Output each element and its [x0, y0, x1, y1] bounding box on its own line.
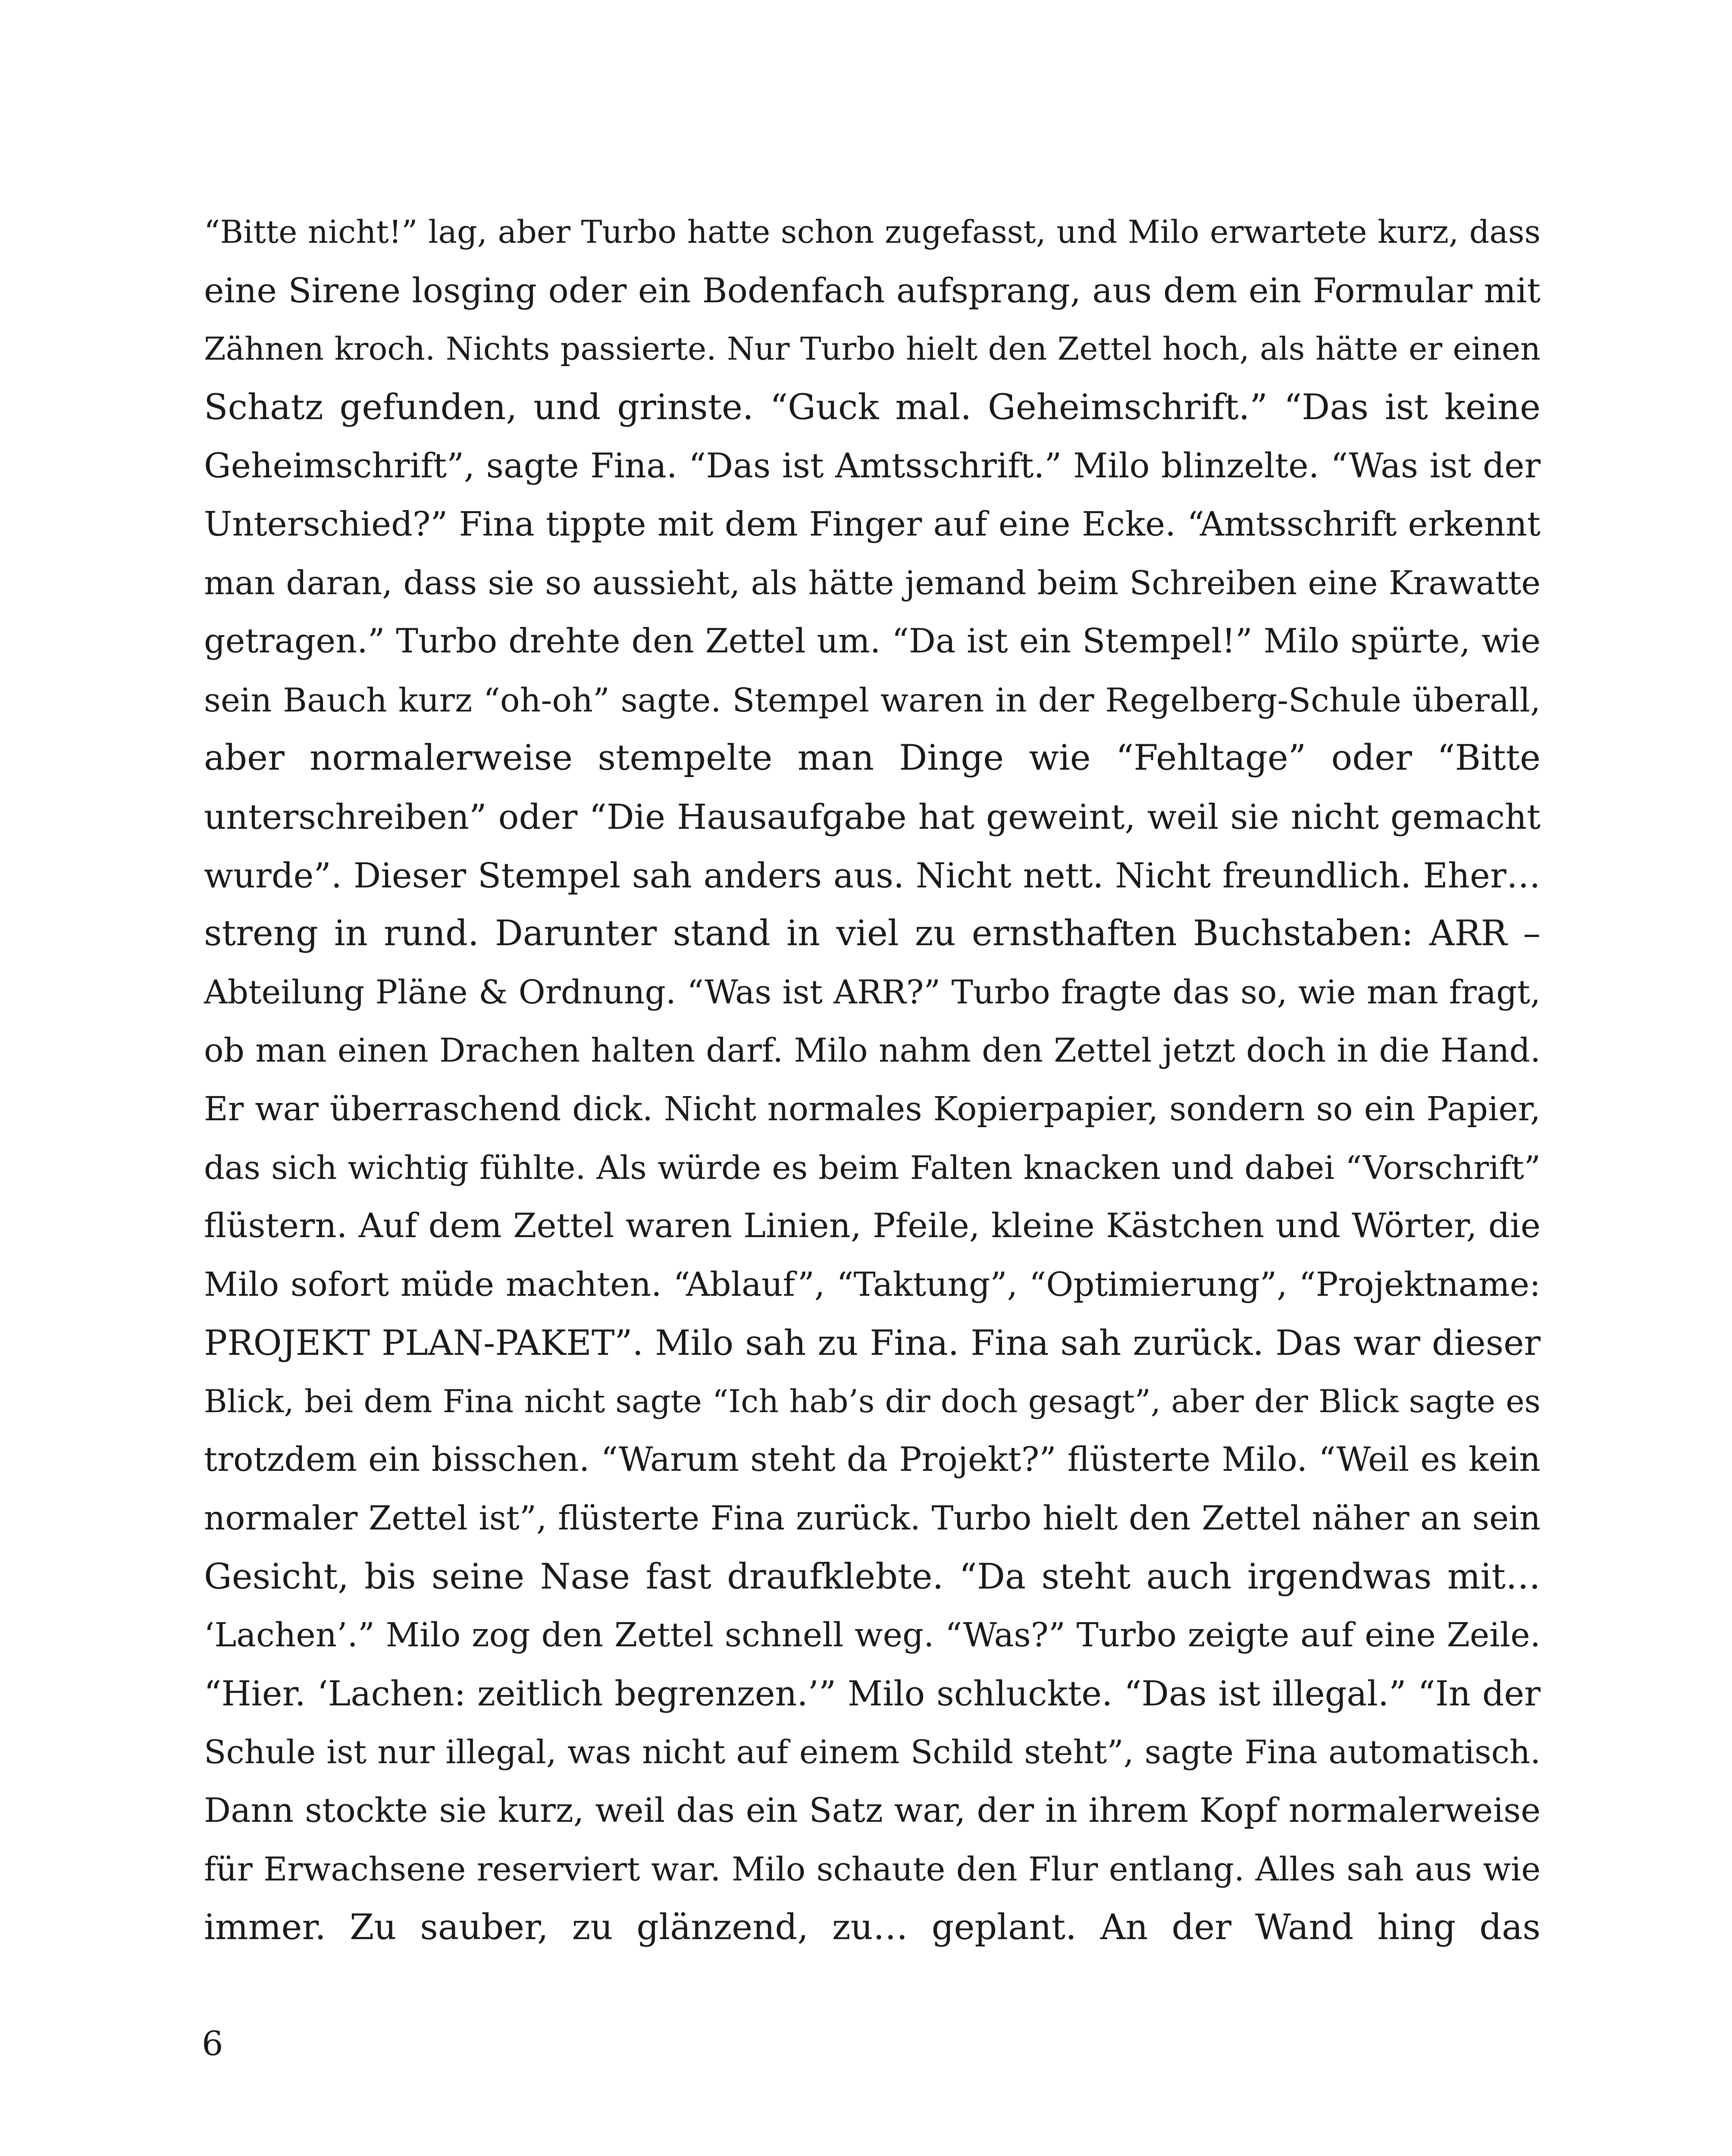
text-line: Dann stockte sie kurz, weil das ein Satz war, der in ihrem Kopf normalerweise: [204, 1791, 1541, 1830]
text-line: Schule ist nur illegal, was nicht auf einem Schild steht”, sagte Fina automatisch.: [204, 1733, 1541, 1771]
text-line: “Bitte nicht!” lag, aber Turbo hatte schon zugefasst, und Milo erwartete kurz, dass: [204, 214, 1541, 251]
text-line: normaler Zettel ist”, flüsterte Fina zurück. Turbo hielt den Zettel näher an sein: [204, 1499, 1541, 1538]
text-line: getragen.” Turbo drehte den Zettel um. “Da ist ein Stempel!” Milo spürte, wie: [204, 622, 1541, 661]
text-line: trotzdem ein bisschen. “Warum steht da Projekt?” flüsterte Milo. “Weil es kein: [204, 1440, 1541, 1479]
text-line: ‘Lachen’.” Milo zog den Zettel schnell weg. “Was?” Turbo zeigte auf eine Zeile.: [204, 1616, 1541, 1655]
text-line: ob man einen Drachen halten darf. Milo nahm den Zettel jetzt doch in die Hand.: [204, 1031, 1541, 1070]
text-line: Milo sofort müde machten. “Ablauf”, “Taktung”, “Optimierung”, “Projektname:: [204, 1265, 1541, 1304]
text-line: Zähnen kroch. Nichts passierte. Nur Turbo hielt den Zettel hoch, als hätte er einen: [204, 331, 1541, 368]
text-line: Schatz gefunden, und grinste. “Guck mal. Geheimschrift.” “Das ist keine: [204, 387, 1541, 428]
text-line: Abteilung Pläne & Ordnung. “Was ist ARR?” Turbo fragte das so, wie man fragt,: [204, 973, 1541, 1011]
text-line: das sich wichtig fühlte. Als würde es beim Falten knacken und dabei “Vorschrift”: [204, 1149, 1541, 1187]
text-line: aber normalerweise stempelte man Dinge wie “Fehltage” oder “Bitte: [204, 738, 1541, 779]
text-line: wurde”. Dieser Stempel sah anders aus. Nicht nett. Nicht freundlich. Eher…: [204, 855, 1541, 896]
text-line: “Hier. ‘Lachen: zeitlich begrenzen.’” Milo schluckte. “Das ist illegal.” “In der: [204, 1673, 1541, 1714]
text-line: für Erwachsene reserviert war. Milo schaute den Flur entlang. Alles sah aus wie: [204, 1850, 1541, 1888]
text-line: sein Bauch kurz “oh-oh” sagte. Stempel waren in der Regelberg-Schule überall,: [204, 680, 1541, 719]
text-line: unterschreiben” oder “Die Hausaufgabe hat geweint, weil sie nicht gemacht: [204, 796, 1541, 837]
text-line: eine Sirene losging oder ein Bodenfach aufsprang, aus dem ein Formular mit: [204, 270, 1541, 310]
text-line: Er war überraschend dick. Nicht normales Kopierpapier, sondern so ein Papier,: [204, 1090, 1541, 1128]
text-line: PROJEKT PLAN-PAKET”. Milo sah zu Fina. Fina sah zurück. Das war dieser: [204, 1322, 1541, 1363]
text-line: flüstern. Auf dem Zettel waren Linien, Pfeile, kleine Kästchen und Wörter, die: [204, 1206, 1541, 1246]
text-line: streng in rund. Darunter stand in viel zu ernsthaften Buchstaben: ARR –: [204, 913, 1541, 954]
text-line: man daran, dass sie so aussieht, als hätte jemand beim Schreiben eine Krawatte: [204, 564, 1541, 602]
page-number: 6: [202, 2024, 223, 2063]
text-line: Unterschied?” Fina tippte mit dem Finger auf eine Ecke. “Amtsschrift erkennt: [204, 505, 1541, 544]
text-line: Gesicht, bis seine Nase fast draufklebte. “Da steht auch irgendwas mit…: [204, 1556, 1541, 1597]
text-line: Geheimschrift”, sagte Fina. “Das ist Amtsschrift.” Milo blinzelte. “Was ist der: [204, 446, 1541, 486]
text-line: immer. Zu sauber, zu glänzend, zu… geplant. An der Wand hing das: [204, 1907, 1541, 1948]
body-text: [204, 203, 1541, 1957]
text-line: Blick, bei dem Fina nicht sagte “Ich hab’s dir doch gesagt”, aber der Blick sagte es: [204, 1383, 1541, 1420]
